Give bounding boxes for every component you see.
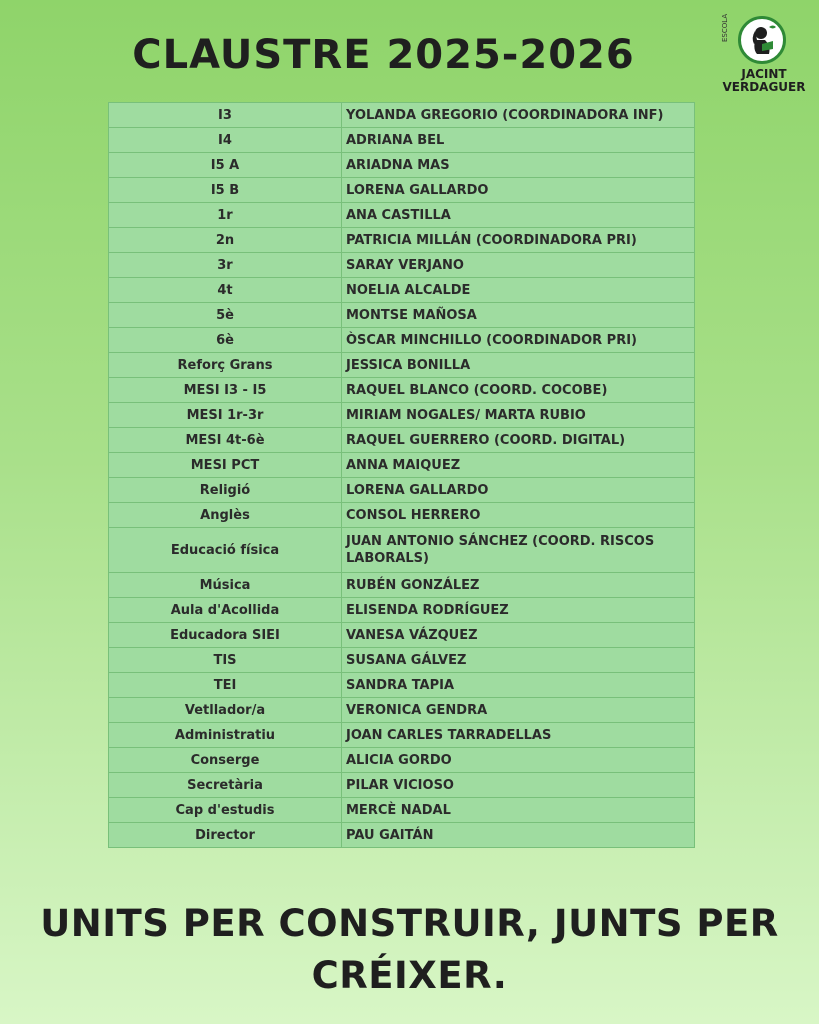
name-cell: ELISENDA RODRÍGUEZ xyxy=(342,598,695,623)
role-cell: Educadora SIEI xyxy=(109,623,342,648)
table-row xyxy=(109,528,695,573)
name-cell: LORENA GALLARDO xyxy=(342,478,695,503)
table-row xyxy=(109,748,695,773)
table-row xyxy=(109,403,695,428)
logo-line-2: VERDAGUER xyxy=(722,80,806,94)
role-cell: Vetllador/a xyxy=(109,698,342,723)
table-row xyxy=(109,823,695,848)
name-cell: RAQUEL BLANCO (COORD. COCOBE) xyxy=(342,378,695,403)
table-row xyxy=(109,798,695,823)
name-cell: PILAR VICIOSO xyxy=(342,773,695,798)
name-cell: RUBÉN GONZÁLEZ xyxy=(342,573,695,598)
role-cell: MESI I3 - I5 xyxy=(109,378,342,403)
logo-emblem xyxy=(738,16,786,64)
school-logo xyxy=(721,13,806,100)
name-cell: RAQUEL GUERRERO (COORD. DIGITAL) xyxy=(342,428,695,453)
role-cell: Religió xyxy=(109,478,342,503)
name-cell: CONSOL HERRERO xyxy=(342,503,695,528)
table-row xyxy=(109,648,695,673)
role-cell: 4t xyxy=(109,278,342,303)
table-row xyxy=(109,503,695,528)
role-cell: I5 B xyxy=(109,178,342,203)
name-cell: ÒSCAR MINCHILLO (COORDINADOR PRI) xyxy=(342,328,695,353)
role-cell: Director xyxy=(109,823,342,848)
name-cell: LORENA GALLARDO xyxy=(342,178,695,203)
role-cell: MESI 4t-6è xyxy=(109,428,342,453)
role-cell: 3r xyxy=(109,253,342,278)
role-cell: Anglès xyxy=(109,503,342,528)
name-cell: ANA CASTILLA xyxy=(342,203,695,228)
table-row xyxy=(109,153,695,178)
name-cell: VANESA VÁZQUEZ xyxy=(342,623,695,648)
table-row xyxy=(109,428,695,453)
table-row xyxy=(109,453,695,478)
table-row xyxy=(109,623,695,648)
name-cell: MIRIAM NOGALES/ MARTA RUBIO xyxy=(342,403,695,428)
table-row xyxy=(109,178,695,203)
name-cell: SUSANA GÁLVEZ xyxy=(342,648,695,673)
table-row xyxy=(109,478,695,503)
name-cell: PATRICIA MILLÁN (COORDINADORA PRI) xyxy=(342,228,695,253)
table-row xyxy=(109,203,695,228)
name-cell: SARAY VERJANO xyxy=(342,253,695,278)
table-row xyxy=(109,723,695,748)
table-row xyxy=(109,253,695,278)
table-row xyxy=(109,698,695,723)
name-cell: PAU GAITÁN xyxy=(342,823,695,848)
role-cell: MESI PCT xyxy=(109,453,342,478)
logo-wordmark xyxy=(722,68,806,94)
table-row xyxy=(109,228,695,253)
role-cell: 5è xyxy=(109,303,342,328)
table-row xyxy=(109,128,695,153)
table-row xyxy=(109,598,695,623)
role-cell: 6è xyxy=(109,328,342,353)
name-cell: JOAN CARLES TARRADELLAS xyxy=(342,723,695,748)
name-cell: ANNA MAIQUEZ xyxy=(342,453,695,478)
name-cell: MERCÈ NADAL xyxy=(342,798,695,823)
logo-small-text: ESCOLA xyxy=(721,13,729,42)
table-row xyxy=(109,573,695,598)
name-cell: MONTSE MAÑOSA xyxy=(342,303,695,328)
name-cell: YOLANDA GREGORIO (COORDINADORA INF) xyxy=(342,103,695,128)
page-title: CLAUSTRE 2025-2026 xyxy=(132,32,635,78)
name-cell: ALICIA GORDO xyxy=(342,748,695,773)
name-cell: JESSICA BONILLA xyxy=(342,353,695,378)
role-cell: 1r xyxy=(109,203,342,228)
role-cell: MESI 1r-3r xyxy=(109,403,342,428)
table-row xyxy=(109,378,695,403)
logo-line-1: JACINT xyxy=(741,67,787,81)
name-cell: ARIADNA MAS xyxy=(342,153,695,178)
role-cell: TEI xyxy=(109,673,342,698)
role-cell: I4 xyxy=(109,128,342,153)
name-cell: ADRIANA BEL xyxy=(342,128,695,153)
role-cell: Reforç Grans xyxy=(109,353,342,378)
role-cell: I5 A xyxy=(109,153,342,178)
table-row xyxy=(109,303,695,328)
name-cell: JUAN ANTONIO SÁNCHEZ (COORD. RISCOS LABORALS) xyxy=(342,528,695,573)
table-row xyxy=(109,328,695,353)
name-cell: NOELIA ALCALDE xyxy=(342,278,695,303)
role-cell: Conserge xyxy=(109,748,342,773)
role-cell: Música xyxy=(109,573,342,598)
girl-reading-icon xyxy=(745,22,781,58)
staff-table xyxy=(108,102,695,848)
role-cell: Administratiu xyxy=(109,723,342,748)
role-cell: TIS xyxy=(109,648,342,673)
role-cell: Educació física xyxy=(109,528,342,573)
name-cell: SANDRA TAPIA xyxy=(342,673,695,698)
table-row xyxy=(109,673,695,698)
name-cell: VERONICA GENDRA xyxy=(342,698,695,723)
table-row xyxy=(109,103,695,128)
table-row xyxy=(109,278,695,303)
role-cell: 2n xyxy=(109,228,342,253)
role-cell: Aula d'Acollida xyxy=(109,598,342,623)
role-cell: Secretària xyxy=(109,773,342,798)
motto: UNITS PER CONSTRUIR, JUNTS PER CRÉIXER. xyxy=(40,902,779,997)
table-row xyxy=(109,773,695,798)
role-cell: I3 xyxy=(109,103,342,128)
table-row xyxy=(109,353,695,378)
role-cell: Cap d'estudis xyxy=(109,798,342,823)
